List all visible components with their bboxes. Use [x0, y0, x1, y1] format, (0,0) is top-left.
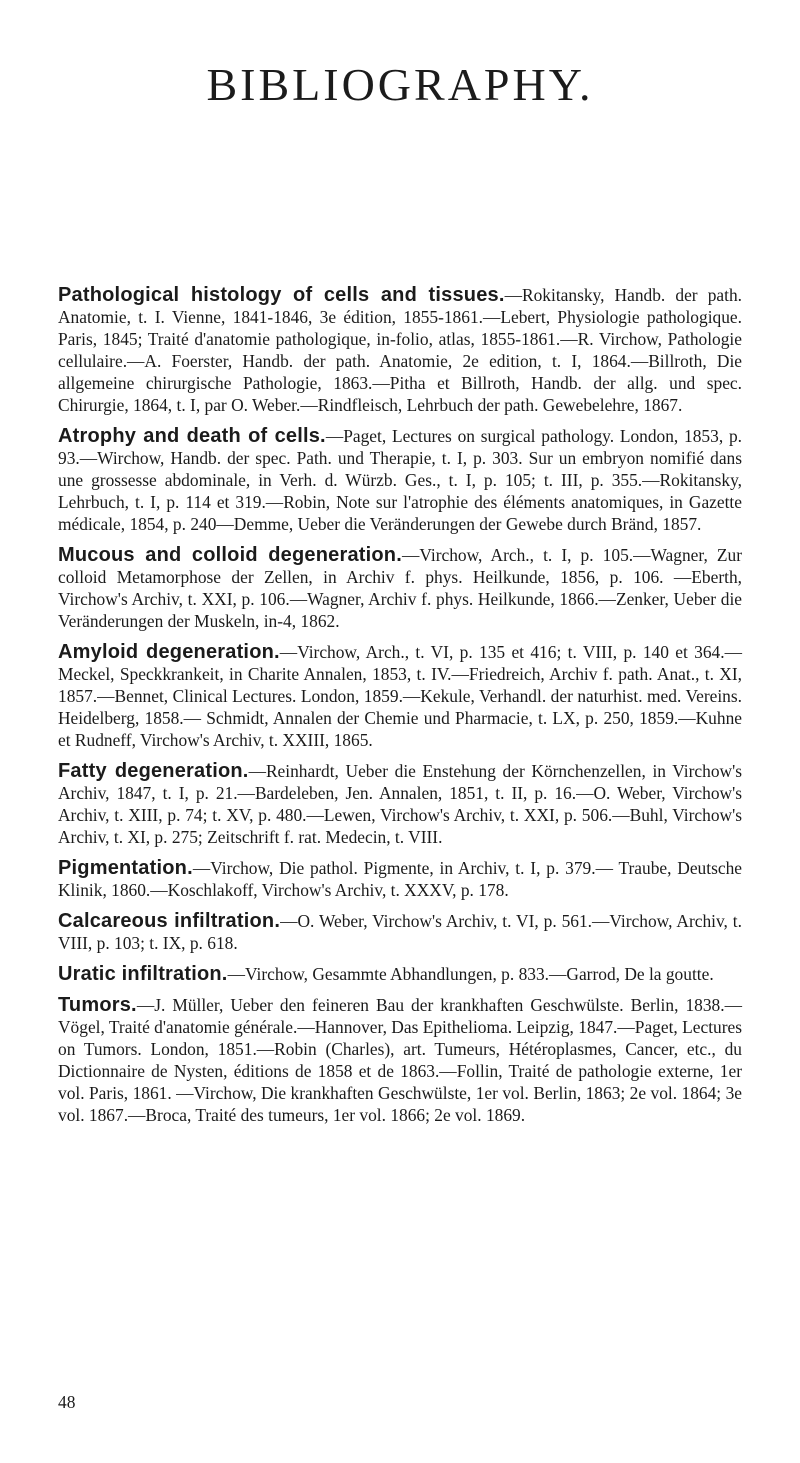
entry-heading: Fatty degeneration. [58, 760, 249, 782]
entry-heading: Tumors. [58, 994, 137, 1016]
entry-text: —Paget, Lectures on surgical pathology. London, 1853, p. 93.—Wirchow, Handb. der spec. Path. und Therapie, t. I, p. 303. Sur un embryon nomifié dans une grossesse abdominale, in Verh. d. Würzb. Ges., t. I, p. 105; t. III, p. 355.—Rokitansky, Lehrbuch, t. I, p. 114 et 319.—Robin, Note sur l'atrophie des éléments anatomiques, in Gazette médicale, 1854, p. 240—Demme, Ueber die Veränderungen der Gewebe durch Bränd, 1857. [58, 426, 742, 534]
bibliography-entry [58, 284, 742, 416]
entry-text: —Virchow, Arch., t. VI, p. 135 et 416; t. VIII, p. 140 et 364.—Meckel, Speckkrankeit, in Charite Annalen, 1853, t. IV.—Friedreich, Archiv f. path. Anat., t. XI, 1857.—Bennet, Clinical Lectures. London, 1859.—Kekule, Verhandl. der naturhist. med. Vereins. Heidelberg, 1858.— Schmidt, Annalen der Chemie und Pharmacie, t. LX, p. 250, 1859.—Kuhne et Rudneff, Virchow's Archiv, t. XXIII, 1865. [58, 642, 742, 750]
entry-text: —Virchow, Arch., t. I, p. 105.—Wagner, Zur colloid Metamorphose der Zellen, in Archiv f. phys. Heilkunde, 1856, p. 106. —Eberth, Virchow's Archiv, t. XXI, p. 106.—Wagner, Archiv f. phys. Heilkunde, 1866.—Zenker, Ueber die Veränderungen der Muskeln, in-4, 1862. [58, 545, 742, 631]
entry-heading: Uratic infiltration. [58, 963, 228, 985]
entry-heading: Atrophy and death of cells. [58, 425, 326, 447]
entry-text: —O. Weber, Virchow's Archiv, t. VI, p. 561.—Virchow, Archiv, t. VIII, p. 103; t. IX, p. 618. [58, 911, 742, 953]
entry-text: —Virchow, Gesammte Abhandlungen, p. 833.—Garrod, De la goutte. [227, 964, 714, 984]
bibliography-entry [58, 641, 742, 751]
bibliography-entry [58, 910, 742, 954]
entry-heading: Mucous and colloid degeneration. [58, 544, 402, 566]
entry-heading: Calcareous infiltration. [58, 910, 281, 932]
entry-heading: Amyloid degeneration. [58, 641, 280, 663]
bibliography-entry [58, 963, 742, 985]
bibliography-entry [58, 857, 742, 901]
entry-text: —J. Müller, Ueber den feineren Bau der krankhaften Geschwülste. Berlin, 1838.—Vögel, Traité d'anatomie générale.—Hannover, Das Epithelioma. Leipzig, 1847.—Paget, Lectures on Tumors. London, 1851.—Robin (Charles), art. Tumeurs, Hétéroplasmes, Cancer, etc., du Dictionnaire de Nysten, éditions de 1858 et de 1863.—Follin, Traité de pathologie externe, 1er vol. Paris, 1861. —Virchow, Die krankhaften Geschwülste, 1er vol. Berlin, 1863; 2e vol. 1864; 3e vol. 1867.—Broca, Traité des tumeurs, 1er vol. 1866; 2e vol. 1869. [58, 995, 742, 1125]
entry-text: —Reinhardt, Ueber die Enstehung der Körnchenzellen, in Virchow's Archiv, 1847, t. I, p. 21.—Bardeleben, Jen. Annalen, 1851, t. II, p. 16.—O. Weber, Virchow's Archiv, t. XIII, p. 74; t. XV, p. 480.—Lewen, Virchow's Archiv, t. XXI, p. 506.—Buhl, Virchow's Archiv, t. XI, p. 275; Zeitschrift f. rat. Medecin, t. VIII. [58, 761, 742, 847]
page-title: BIBLIOGRAPHY. [206, 59, 594, 110]
entry-heading: Pigmentation. [58, 857, 193, 879]
bibliography-entry [58, 994, 742, 1126]
entry-text: —Virchow, Die pathol. Pigmente, in Archiv, t. I, p. 379.— Traube, Deutsche Klinik, 1860.—Koschlakoff, Virchow's Archiv, t. XXXV, p. 178. [58, 858, 742, 900]
entry-text: —Rokitansky, Handb. der path. Anatomie, t. I. Vienne, 1841-1846, 3e édition, 1855-1861.—Lebert, Physiologie pathologique. Paris, 1845; Traité d'anatomie pathologique, in-folio, atlas, 1855-1861.—R. Virchow, Pathologie cellulaire.—A. Foerster, Handb. der path. Anatomie, 2e edition, t. I, 1864.—Billroth, Die allgemeine chirurgische Pathologie, 1863.—Pitha et Billroth, Handb. der allg. und spec. Chirurgie, 1864, t. I, par O. Weber.—Rindfleisch, Lehrbuch der path. Gewebelehre, 1867. [58, 285, 742, 415]
bibliography-list [58, 284, 742, 1126]
bibliography-entry [58, 544, 742, 632]
bibliography-entry [58, 425, 742, 535]
page-number: 48 [58, 1392, 76, 1412]
bibliography-entry [58, 760, 742, 848]
entry-heading: Pathological histology of cells and tissues. [58, 284, 505, 306]
